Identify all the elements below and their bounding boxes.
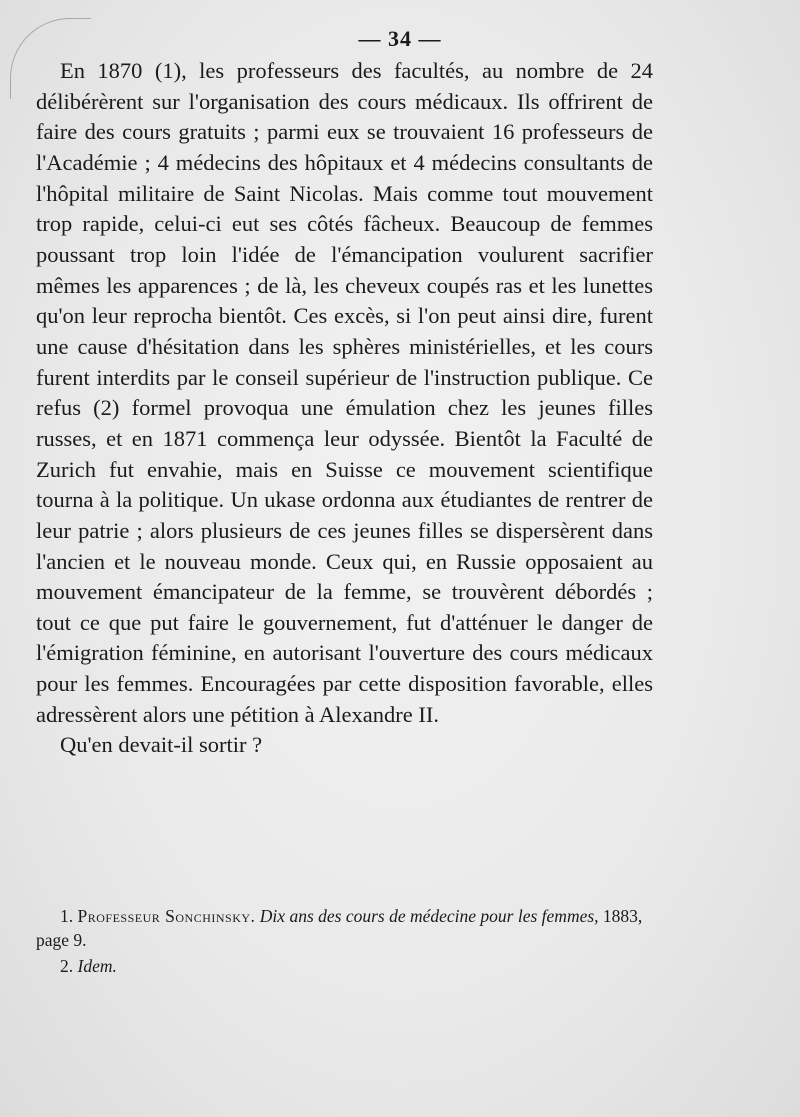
footnote-1-author: Professeur Sonchinsky. [77, 906, 256, 926]
footnote-1 [36, 904, 653, 952]
footnote-1-title: Dix ans des cours de médecine pour les femmes, [259, 906, 599, 926]
footnote-2 [36, 954, 653, 978]
paragraph-2: Qu'en devait-il sortir ? [60, 732, 263, 758]
footnote-2-text: Idem. [77, 956, 117, 976]
footnotes [36, 904, 653, 980]
footnote-2-number: 2. [60, 956, 74, 976]
footnote-1-number: 1. [60, 906, 74, 926]
main-text [36, 56, 653, 761]
paragraph-1: En 1870 (1), les professeurs des facultés, au nombre de 24 délibérèrent sur l'organisation des cours médicaux. Ils offrirent de faire des cours gratuits ; parmi eux se trouvaient 16 professeurs de l'Académie ; 4 médecins des hôpitaux et 4 médecins consultants de l'hôpital militaire de Saint Nicolas. Mais comme tout mouvement trop rapide, celui-ci eut ses côtés fâcheux. Beaucoup de femmes poussant trop loin l'idée de l'émancipation voulurent sacrifier mêmes les apparences ; de là, les cheveux coupés ras et les lunettes qu'on leur reprocha bientôt. Ces excès, si l'on peut ainsi dire, furent une cause d'hésitation dans les sphères ministérielles, et les cours furent interdits par le conseil supérieur de l'instruction publique. Ce refus (2) formel provoqua une émulation chez les jeunes filles russes, et en 1871 commença leur odyssée. Bientôt la Faculté de Zurich fut envahie, mais en Suisse ce mouvement scientifique tourna à la politique. Un ukase ordonna aux étudiantes de rentrer de leur patrie ; alors plusieurs de ces jeunes filles se dispersèrent dans l'ancien et le nouveau monde. Ceux qui, en Russie opposaient au mouvement émancipateur de la femme, se trouvèrent débordés ; tout ce que put faire le gouvernement, fut d'atténuer le danger de l'émigration féminine, en autorisant l'ouverture des cours médicaux pour les femmes. Encouragées par cette disposition favorable, elles adressèrent alors une pétition à Alexandre II. [36, 58, 653, 727]
footnote-1-citation: 1883, page 9. [36, 906, 643, 950]
page-number: — 34 — [358, 26, 442, 51]
